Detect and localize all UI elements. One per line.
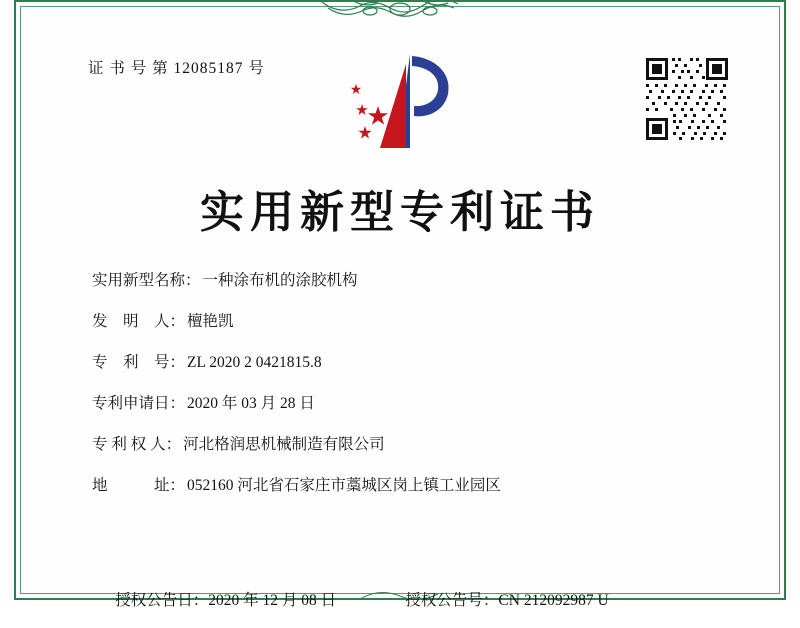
field-invention-name-value: 一种涂布机的涂胶机构 <box>202 272 358 289</box>
field-invention-name-label: 实用新型名称： <box>92 272 201 289</box>
field-application-date <box>92 395 730 414</box>
field-invention-name <box>92 272 730 291</box>
field-application-date-value: 2020 年 03 月 28 日 <box>187 395 315 413</box>
top-ornament <box>22 0 778 22</box>
field-address-value: 052160 河北省石家庄市藁城区岗上镇工业园区 <box>187 477 501 495</box>
field-grant-number-value: CN 212092987 U <box>498 592 609 609</box>
field-inventor-label: 发 明 人： <box>92 313 186 331</box>
certificate-number: 证 书 号 第 12085187 号 <box>88 60 265 77</box>
field-grant-date <box>92 570 336 628</box>
field-patentee <box>92 436 730 455</box>
field-inventor <box>92 313 730 332</box>
field-patent-number-label: 专 利 号： <box>92 354 186 372</box>
cnipa-emblem-icon <box>340 48 470 158</box>
field-application-date-label: 专利申请日： <box>92 395 186 413</box>
certificate-fields <box>92 272 730 519</box>
field-address <box>92 477 730 496</box>
field-patentee-value: 河北格润思机械制造有限公司 <box>183 436 385 454</box>
field-address-label: 地 址： <box>92 477 186 495</box>
field-grant-date-label: 授权公告日： <box>115 592 209 609</box>
field-inventor-value: 檀艳凯 <box>187 313 234 331</box>
page-title: 实用新型专利证书 <box>200 187 600 238</box>
certificate-grant-info <box>92 570 740 628</box>
field-grant-number-label: 授权公告号： <box>405 592 499 609</box>
field-grant-date-value: 2020 年 12 月 08 日 <box>208 592 337 609</box>
qr-code-icon <box>644 56 730 142</box>
field-grant-number <box>382 570 609 628</box>
field-patent-number-value: ZL 2020 2 0421815.8 <box>187 354 322 372</box>
field-patentee-label: 专 利 权 人： <box>92 436 182 454</box>
field-patent-number <box>92 354 730 373</box>
